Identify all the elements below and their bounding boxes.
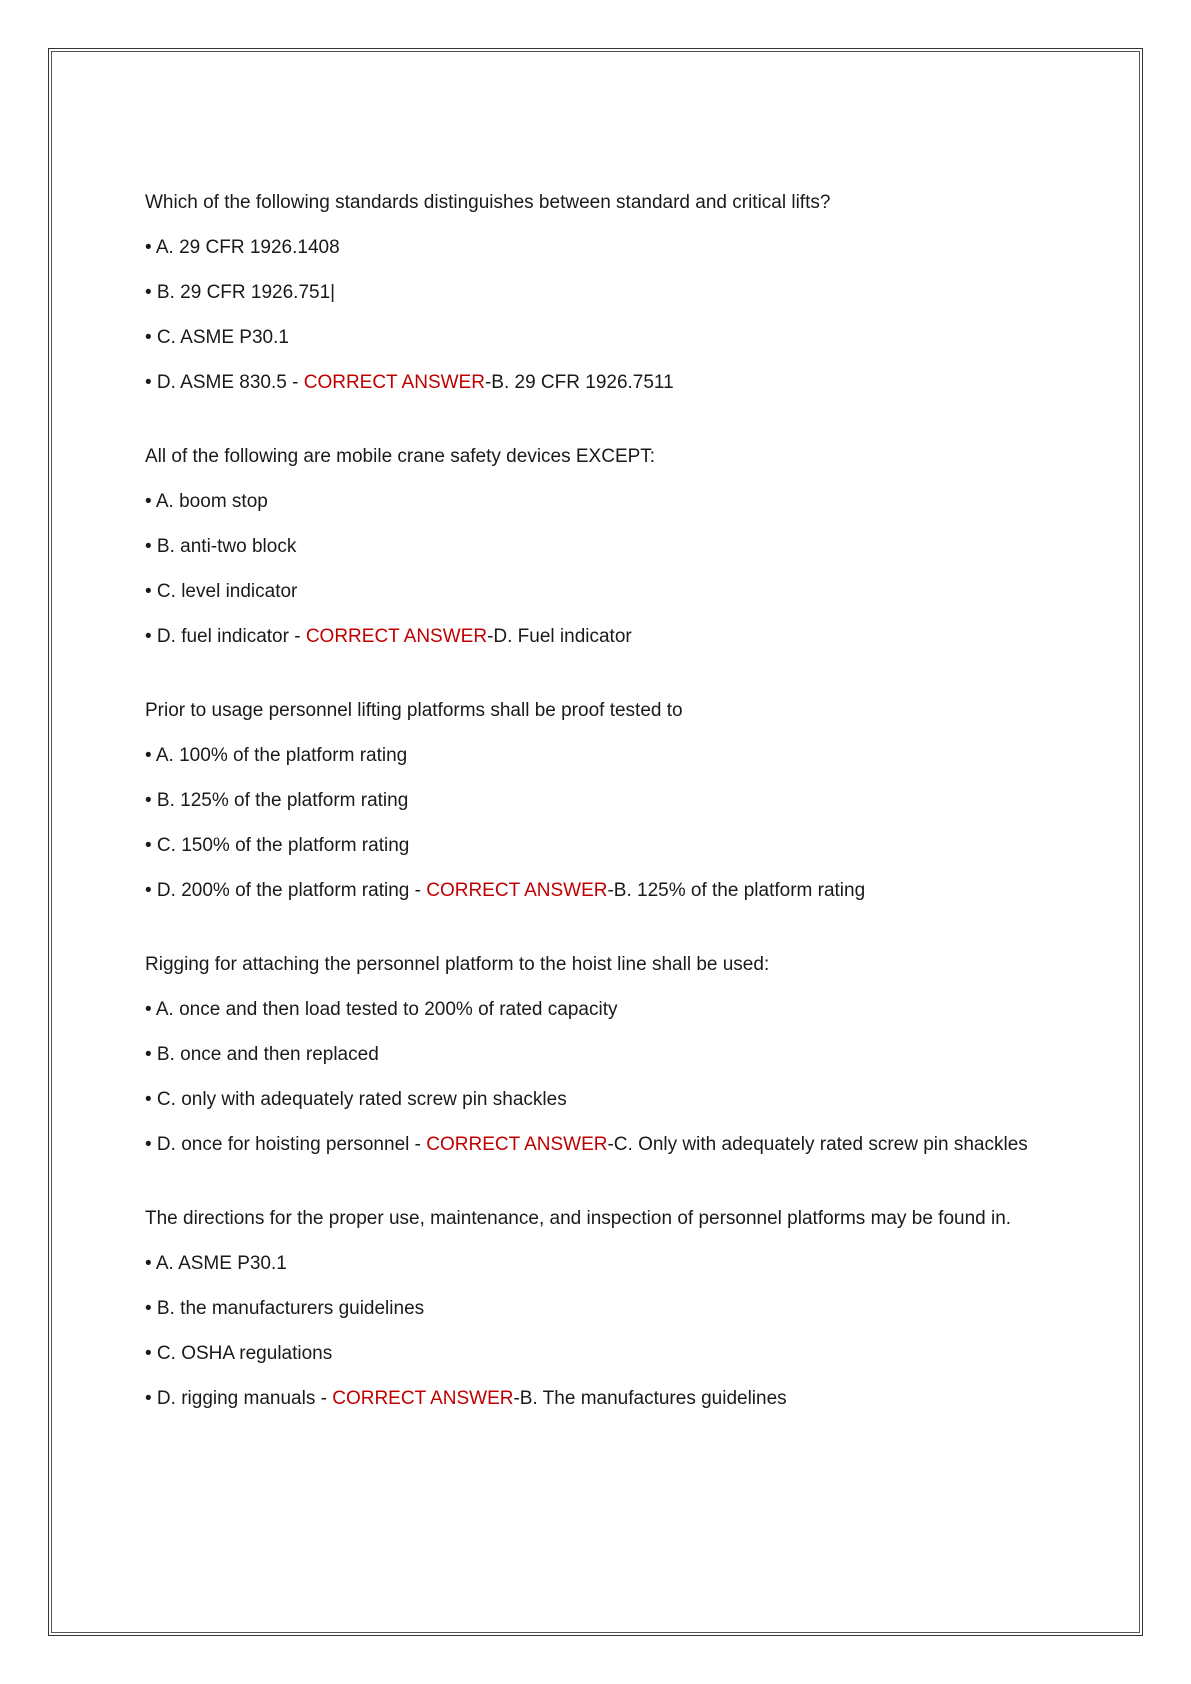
option-d-with-answer (145, 876, 1065, 905)
option-d-with-answer (145, 1130, 1065, 1159)
question-text: Rigging for attaching the personnel platform to the hoist line shall be used: (145, 954, 770, 975)
correct-answer-text: -B. The manufactures guidelines (513, 1388, 787, 1409)
question-text: The directions for the proper use, maintenance, and inspection of personnel platforms may be found in. (145, 1208, 1012, 1229)
option-d: • D. fuel indicator - (145, 626, 306, 647)
option-b: • B. the manufacturers guidelines (145, 1298, 425, 1319)
correct-answer-label: CORRECT ANSWER (303, 372, 485, 393)
question-block-2 (145, 442, 1065, 651)
option-d-with-answer (145, 1384, 1065, 1413)
question-block-4 (145, 950, 1065, 1159)
option-d: • D. 200% of the platform rating - (145, 880, 427, 901)
option-a: • A. 29 CFR 1926.1408 (145, 237, 340, 258)
option-b: • B. once and then replaced (145, 1044, 379, 1065)
option-a: • A. boom stop (145, 491, 268, 512)
option-a: • A. once and then load tested to 200% of rated capacity (145, 999, 618, 1020)
correct-answer-label: CORRECT ANSWER (426, 1134, 608, 1155)
correct-answer-text: -B. 29 CFR 1926.7511 (484, 372, 674, 393)
option-c: • C. ASME P30.1 (145, 327, 289, 348)
option-b: • B. 29 CFR 1926.751| (145, 282, 336, 303)
question-block-5 (145, 1204, 1065, 1413)
correct-answer-label: CORRECT ANSWER (332, 1388, 514, 1409)
option-d: • D. rigging manuals - (145, 1388, 333, 1409)
question-text: Which of the following standards distinguishes between standard and critical lifts? (145, 192, 831, 213)
option-a: • A. ASME P30.1 (145, 1253, 287, 1274)
correct-answer-label: CORRECT ANSWER (426, 880, 608, 901)
correct-answer-text: -C. Only with adequately rated screw pin shackles (607, 1134, 1028, 1155)
option-c: • C. 150% of the platform rating (145, 835, 410, 856)
question-text: All of the following are mobile crane safety devices EXCEPT: (145, 446, 656, 467)
option-b: • B. 125% of the platform rating (145, 790, 409, 811)
option-d: • D. once for hoisting personnel - (145, 1134, 427, 1155)
correct-answer-label: CORRECT ANSWER (305, 626, 488, 647)
option-d: • D. ASME 830.5 - (145, 372, 304, 393)
option-c: • C. only with adequately rated screw pin shackles (145, 1089, 567, 1110)
correct-answer-text: -D. Fuel indicator (487, 626, 632, 647)
option-c: • C. level indicator (145, 581, 298, 602)
correct-answer-text: -B. 125% of the platform rating (607, 880, 866, 901)
question-text: Prior to usage personnel lifting platforms shall be proof tested to (145, 700, 683, 721)
question-block-3 (145, 696, 1065, 905)
question-block-1 (145, 188, 1065, 397)
document-content (145, 188, 1065, 1413)
option-d-with-answer (145, 622, 1065, 651)
option-b: • B. anti-two block (145, 536, 297, 557)
option-a: • A. 100% of the platform rating (145, 745, 408, 766)
option-d-with-answer (145, 368, 1065, 397)
option-c: • C. OSHA regulations (145, 1343, 333, 1364)
